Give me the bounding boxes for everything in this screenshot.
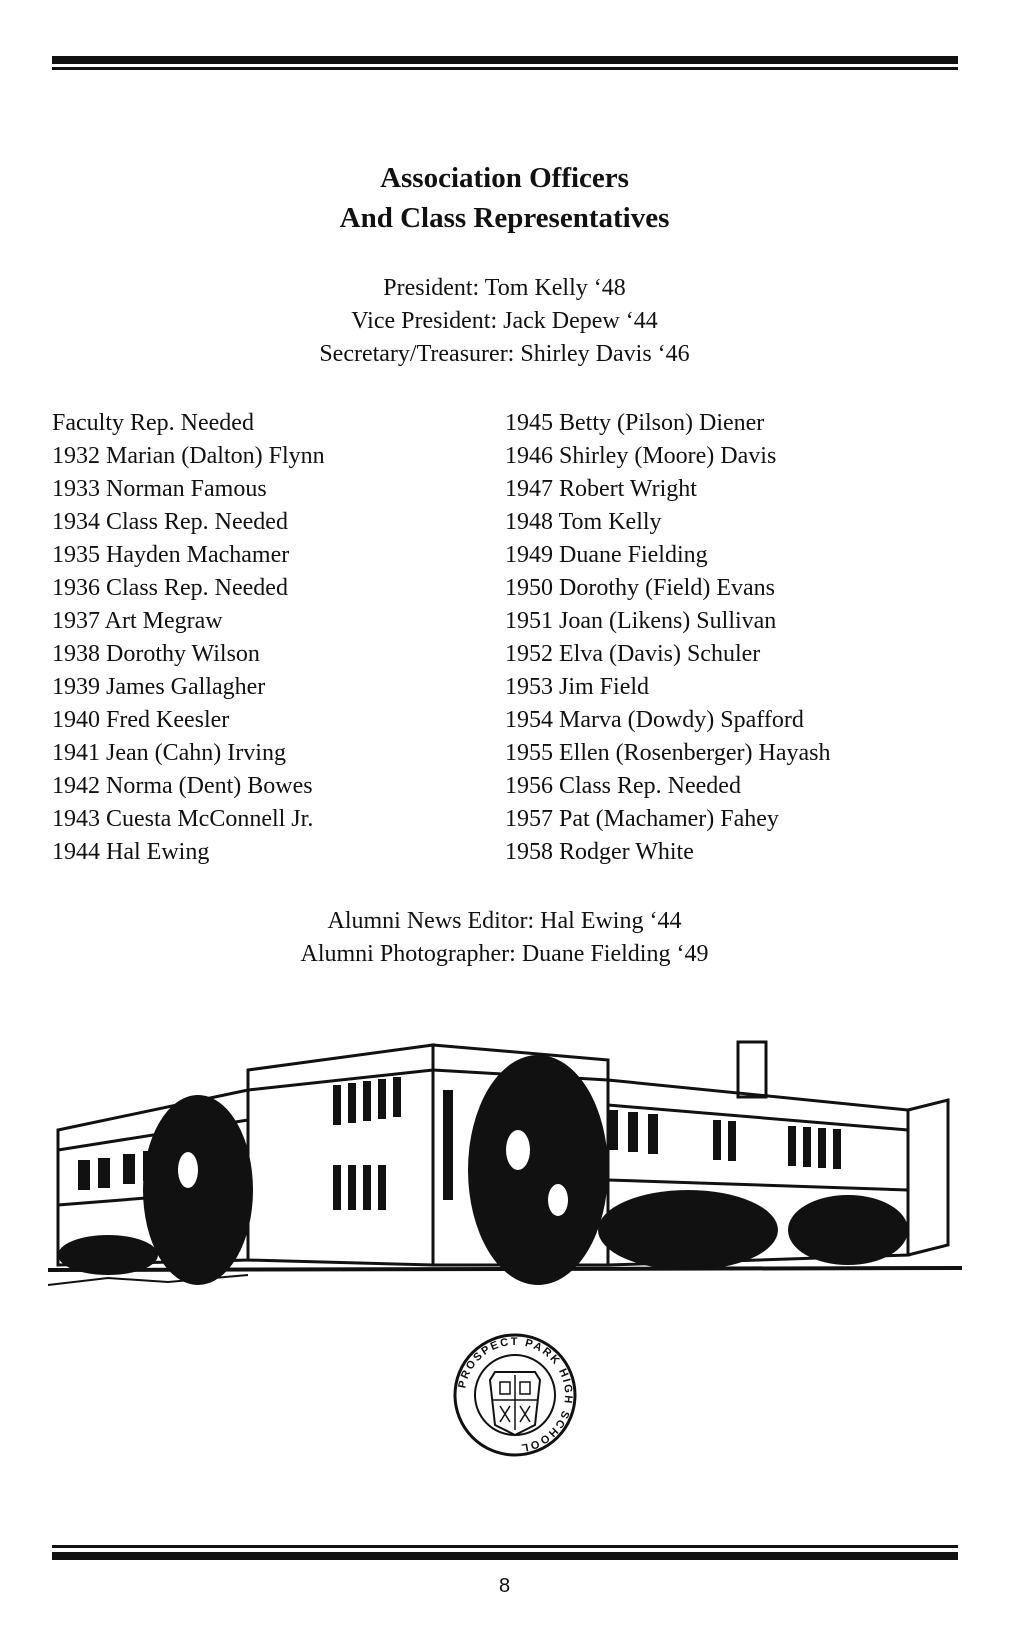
list-item: 1937 Art Megraw	[52, 608, 223, 634]
list-item: 1954 Marva (Dowdy) Spafford	[505, 707, 804, 733]
list-item: 1936 Class Rep. Needed	[52, 575, 288, 601]
list-item: 1944 Hal Ewing	[52, 839, 210, 865]
list-item: 1940 Fred Keesler	[52, 707, 230, 733]
officer-vice-president: Vice President: Jack Depew ‘44	[351, 308, 658, 334]
list-item: 1946 Shirley (Moore) Davis	[505, 443, 777, 469]
class-reps-right-column	[505, 407, 975, 869]
list-item: 1950 Dorothy (Field) Evans	[505, 575, 775, 601]
list-item: 1952 Elva (Davis) Schuler	[505, 641, 761, 667]
list-item: 1951 Joan (Likens) Sullivan	[505, 608, 777, 634]
list-item: 1939 James Gallagher	[52, 674, 266, 700]
list-item: 1945 Betty (Pilson) Diener	[505, 410, 765, 436]
alumni-staff	[0, 905, 1009, 971]
list-item: 1932 Marian (Dalton) Flynn	[52, 443, 325, 469]
list-item: 1942 Norma (Dent) Bowes	[52, 773, 313, 799]
alumni-photographer: Alumni Photographer: Duane Fielding ‘49	[300, 941, 709, 967]
list-item: 1958 Rodger White	[505, 839, 694, 865]
top-rule	[52, 56, 958, 70]
class-reps-left-column	[52, 407, 482, 869]
list-item: 1934 Class Rep. Needed	[52, 509, 288, 535]
page-number: 8	[498, 1575, 511, 1597]
list-item: 1949 Duane Fielding	[505, 542, 708, 568]
list-item: 1938 Dorothy Wilson	[52, 641, 260, 667]
list-item: 1941 Jean (Cahn) Irving	[52, 740, 286, 766]
list-item: 1956 Class Rep. Needed	[505, 773, 741, 799]
list-item: 1957 Pat (Machamer) Fahey	[505, 806, 779, 832]
list-item: 1933 Norman Famous	[52, 476, 267, 502]
page-title	[0, 158, 1009, 238]
officer-secretary-treasurer: Secretary/Treasurer: Shirley Davis ‘46	[319, 341, 690, 367]
officer-president: President: Tom Kelly ‘48	[383, 275, 626, 301]
title-line-1: Association Officers	[380, 162, 629, 194]
list-item: 1943 Cuesta McConnell Jr.	[52, 806, 314, 832]
officers-list	[0, 272, 1009, 371]
alumni-news-editor: Alumni News Editor: Hal Ewing ‘44	[327, 908, 682, 934]
school-building-illustration-icon	[48, 1030, 962, 1315]
seal-text: PROSPECT PARK HIGH SCHOOL	[456, 1335, 575, 1454]
list-item: 1948 Tom Kelly	[505, 509, 662, 535]
list-item: 1955 Ellen (Rosenberger) Hayash	[505, 740, 831, 766]
school-seal-icon	[450, 1330, 580, 1460]
list-item: Faculty Rep. Needed	[52, 410, 254, 436]
bottom-rule	[52, 1545, 958, 1560]
title-line-2: And Class Representatives	[339, 202, 670, 234]
list-item: 1935 Hayden Machamer	[52, 542, 290, 568]
list-item: 1947 Robert Wright	[505, 476, 697, 502]
list-item: 1953 Jim Field	[505, 674, 650, 700]
